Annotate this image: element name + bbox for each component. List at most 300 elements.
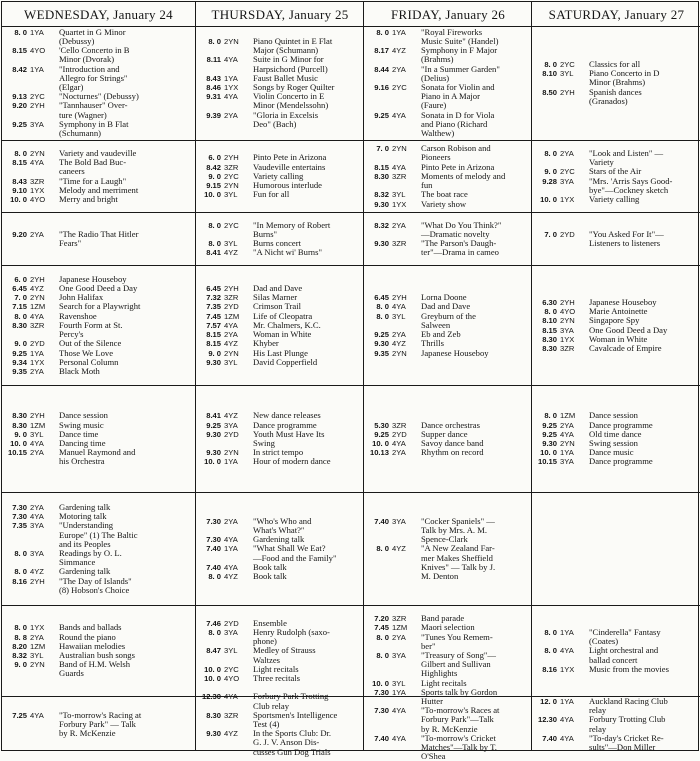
station-code: 4YA (224, 320, 238, 330)
programme-title: "You Asked For It"— Listeners to listeners (589, 228, 664, 248)
station-code: 2YN (560, 439, 575, 448)
programme-time: 8. 0 (376, 311, 389, 321)
station-code: 3ZR (224, 293, 239, 303)
station-code: 3YA (560, 325, 574, 335)
programme-title: "To-morrow's Racing at Forbury Park" — Talk by R. McKenzie (59, 709, 142, 739)
programme-title: One Good Deed a Day (589, 324, 668, 335)
programme-title: Ravenshoe (59, 310, 97, 321)
programme-time: 10.15 (537, 457, 557, 467)
station-code: 2YA (224, 330, 238, 340)
programme-item (535, 734, 698, 752)
station-code: 4YO (224, 674, 240, 683)
programme-time: 8.30 (542, 343, 557, 353)
programme-time: 8.15 (374, 162, 389, 172)
programme-time: 9.25 (12, 348, 27, 358)
programme-item (367, 633, 529, 651)
programme-title: "To-day's Cricket Re- sults"—Don Miller (589, 732, 664, 752)
station-code: 2YC (224, 220, 239, 230)
station-code: 4YA (30, 710, 44, 720)
day-column (2, 2, 195, 750)
programme-time: 6.45 (206, 284, 221, 294)
programme-title: Search for a Playwright (59, 301, 141, 312)
programme-item (199, 674, 361, 683)
programme-title: Old time dance (589, 428, 642, 439)
station-code: 4YA (560, 733, 574, 743)
station-code: 1YA (560, 696, 574, 706)
programme-time: 9.34 (12, 357, 27, 367)
programme-time: 7.30 (374, 687, 389, 697)
programme-title: "Mrs. 'Arris Says Good- bye"—Cockney sketch (589, 175, 673, 195)
programme-title: Dance orchestras (421, 419, 480, 430)
station-code: 2YD (392, 429, 407, 439)
programme-grid (1, 1, 699, 761)
programme-time: 9. 0 (544, 167, 557, 177)
programme-time: 7.35 (12, 521, 27, 531)
programme-time: 8. 0 (208, 220, 221, 230)
programme-item (5, 302, 192, 311)
programme-time: 6.30 (542, 297, 557, 307)
programme-time: 9.16 (374, 83, 389, 92)
station-code: 2YD (560, 229, 575, 239)
station-code: 4YA (560, 715, 574, 725)
day-header: FRIDAY, January 26 (364, 2, 532, 27)
programme-section (196, 691, 364, 757)
programme-time: 8. 0 (544, 627, 557, 637)
programme-title: Stars of the Air (589, 166, 642, 177)
station-code: 1YX (30, 185, 45, 195)
programme-title: Gardening talk (59, 566, 111, 577)
programme-title: One Good Deed a Day (59, 283, 138, 294)
programme-title: Fourth Form at St. Percy's (59, 319, 123, 340)
programme-time: 10. 0 (204, 674, 221, 683)
station-code: 4YZ (224, 339, 238, 349)
programme-time: 10. 0 (204, 457, 221, 467)
station-code: 2YN (392, 348, 407, 358)
programme-title: "Treasury of Song"— Gilbert and Sullivan Highlights (421, 650, 496, 679)
station-code: 3YA (392, 651, 406, 660)
programme-time: 9.30 (542, 439, 557, 448)
programme-time: 8. 0 (544, 307, 557, 317)
programme-time: 8.42 (206, 162, 221, 172)
programme-time: 10.13 (369, 448, 389, 458)
programme-title: "To-morrow's Races at Forbury Park"—Talk by R. McKenzie (421, 705, 500, 734)
programme-time: 8.41 (206, 411, 221, 421)
programme-item (367, 349, 529, 358)
programme-title: Band parade (421, 613, 465, 624)
programme-item (199, 111, 361, 129)
programme-time: 12.30 (537, 715, 557, 725)
programme-time: 10. 0 (540, 194, 557, 204)
programme-time: 12.30 (201, 692, 221, 702)
station-code: 3YA (30, 549, 44, 558)
programme-time: 8.15 (12, 46, 27, 56)
programme-section (364, 686, 532, 761)
station-code: 2YH (30, 411, 45, 421)
programme-time: 7.30 (12, 512, 27, 522)
programme-section (532, 26, 700, 141)
programme-time: 7.40 (374, 516, 389, 526)
programme-time: 8.32 (374, 190, 389, 200)
programme-item (535, 628, 698, 646)
programme-time: 8. 0 (376, 651, 389, 660)
programme-time: 9. 0 (14, 339, 27, 349)
programme-title: Readings by O. L. Simmance (59, 548, 122, 568)
programme-item (199, 248, 361, 257)
station-code: 1YA (224, 544, 238, 554)
station-code: 2YA (30, 366, 44, 376)
programme-title: Japanese Houseboy (59, 273, 127, 284)
programme-item (367, 312, 529, 330)
programme-section (2, 697, 195, 752)
station-code: 3ZR (392, 171, 407, 181)
programme-item (5, 577, 192, 595)
programme-title: Manuel Raymond and his Orchestra (59, 447, 136, 467)
programme-time: 8. 0 (544, 59, 557, 69)
station-code: 2YH (30, 576, 45, 586)
programme-item (535, 697, 698, 715)
programme-title: Eb and Zeb (421, 329, 461, 340)
station-code: 2YH (224, 284, 239, 294)
station-code: 4YA (392, 110, 406, 120)
station-code: 3YA (30, 521, 44, 531)
programme-time: 8. 0 (544, 148, 557, 158)
station-code: 2YH (30, 274, 45, 284)
station-code: 1YX (392, 199, 407, 209)
programme-item (199, 221, 361, 239)
programme-title: Swing music (59, 419, 104, 430)
programme-title: Sonata in D for Viola and Piano (Richard Walthew) (421, 109, 495, 139)
station-code: 4YZ (30, 567, 44, 577)
programme-title: Burns concert (253, 238, 301, 248)
programme-time: 8.11 (206, 55, 221, 65)
programme-item (535, 665, 698, 674)
programme-section (2, 213, 195, 266)
programme-time: 8. 0 (14, 567, 27, 577)
programme-section (2, 386, 195, 493)
station-code: 2YA (560, 420, 574, 430)
programme-title: Dance programme (589, 419, 653, 430)
programme-title: Dance programme (589, 456, 653, 467)
station-code: 3YL (30, 429, 44, 439)
programme-title: Hour of modern dance (253, 456, 331, 467)
station-code: 2YA (392, 632, 406, 642)
programme-item (199, 37, 361, 55)
programme-title: "What Do You Think?" —Dramatic novelty (421, 219, 502, 239)
station-code: 1YA (30, 348, 44, 358)
programme-title: "Royal Fireworks Music Suite" (Handel) (421, 26, 499, 46)
programme-title: Ensemble (253, 617, 287, 628)
programme-title: Book talk (253, 571, 287, 581)
programme-time: 9.28 (542, 176, 557, 186)
programme-item (535, 177, 698, 195)
programme-title: Greyburn of the Salween (421, 310, 476, 330)
station-code: 4YA (224, 55, 238, 65)
programme-time: 9.30 (206, 448, 221, 458)
programme-item (367, 172, 529, 190)
programme-title: "To-morrow's Cricket Matches"—Talk by T. O'Shea (421, 732, 497, 761)
programme-time: 8.15 (206, 339, 221, 349)
programme-title: "The Day of Islands" (8) Hobson's Choice (59, 575, 132, 595)
programme-section (532, 386, 700, 493)
station-code: 1ZM (30, 302, 46, 312)
programme-item (367, 706, 529, 734)
programme-time: 8. 0 (376, 302, 389, 312)
station-code: 3YA (560, 457, 574, 467)
programme-section (532, 697, 700, 752)
station-code: 2YA (392, 64, 406, 74)
day-column (195, 2, 364, 757)
programme-time: 8.30 (542, 334, 557, 344)
programme-time: 8.30 (12, 320, 27, 330)
station-code: 2YA (392, 330, 406, 340)
station-code: 4YO (30, 46, 46, 56)
programme-item (199, 330, 361, 339)
programme-title: Humorous interlude (253, 180, 322, 191)
station-code: 4YA (224, 692, 238, 702)
station-code: 1YA (392, 687, 406, 697)
station-code: 1YA (224, 457, 238, 467)
programme-time: 8.47 (206, 646, 221, 656)
programme-title: "In Memory of Robert Burns" (253, 219, 331, 239)
programme-time: 7.35 (206, 302, 221, 312)
programme-title: Symphony in B Flat (Schumann) (59, 118, 129, 139)
programme-time: 8. 0 (376, 27, 389, 37)
programme-section (364, 26, 532, 141)
station-code: 2YD (30, 339, 45, 349)
station-code: 4YO (30, 194, 46, 204)
programme-item (199, 711, 361, 729)
station-code: 2YC (560, 167, 575, 177)
day-header: WEDNESDAY, January 24 (2, 2, 195, 27)
station-code: 2YA (30, 229, 44, 239)
programme-title: Dance programme (253, 419, 317, 430)
programme-title: Pinto Pete in Arizona (253, 152, 327, 163)
programme-title: Symphony in F Major (Brahms) (421, 45, 498, 65)
programme-title: Black Moth (59, 365, 100, 376)
station-code: 2YA (30, 502, 44, 512)
programme-time: 8. 0 (208, 627, 221, 637)
programme-time: 9.25 (542, 420, 557, 430)
programme-title: Woman in White (253, 329, 312, 340)
station-code: 3YA (30, 119, 44, 129)
programme-title: Gardening talk (253, 534, 305, 545)
programme-time: 6. 0 (208, 153, 221, 163)
programme-time: 9.20 (12, 101, 27, 111)
station-code: 1ZM (30, 420, 46, 430)
station-code: 4YZ (30, 284, 44, 294)
station-code: 3ZR (224, 162, 239, 172)
programme-time: 6.45 (12, 284, 27, 294)
programme-time: 7.40 (542, 733, 557, 743)
station-code: 2YC (30, 92, 45, 102)
station-code: 3ZR (30, 320, 45, 330)
programme-title: "Nocturnes" (Debussy) (59, 91, 139, 102)
station-code: 2YN (30, 660, 45, 670)
programme-title: "Who's Who and What's What?" (253, 515, 312, 535)
station-code: 2YD (224, 302, 239, 312)
programme-time: 8.15 (206, 330, 221, 340)
station-code: 1YA (224, 73, 238, 83)
programme-time: 9.25 (12, 119, 27, 129)
programme-title: Swing session (589, 438, 638, 448)
programme-title: Rhythm on record (421, 447, 484, 458)
station-code: 4YA (392, 439, 406, 448)
programme-time: 7.30 (206, 516, 221, 526)
station-code: 2YN (224, 348, 239, 358)
programme-time: 9.10 (12, 185, 27, 195)
station-code: 2YC (560, 59, 575, 69)
programme-item (5, 549, 192, 567)
programme-time: 9.30 (206, 357, 221, 367)
programme-item (535, 230, 698, 248)
station-code: 1YX (560, 334, 575, 344)
programme-time: 8.30 (206, 710, 221, 720)
programme-title: Medley of Strauss Waltzes (253, 645, 316, 665)
programme-title: Suite in G Minor for Harpsichord (Purcell) (253, 54, 328, 74)
station-code: 2YH (560, 87, 575, 97)
programme-title: "Look and Listen" — Variety (589, 147, 664, 168)
programme-title: Variety and vaudeville (59, 147, 137, 158)
programme-title: Light recitals (421, 677, 467, 688)
programme-time: 8. 0 (544, 646, 557, 656)
programme-item (5, 448, 192, 466)
programme-time: 10. 0 (204, 664, 221, 674)
programme-item (5, 195, 192, 204)
station-code: 2YA (30, 632, 44, 642)
station-code: 3ZR (224, 710, 239, 720)
station-code: 4YA (392, 302, 406, 312)
station-code: 3YL (224, 357, 238, 367)
programme-title: Light orchestral and ballad concert (589, 645, 659, 665)
programme-time: 9. 0 (208, 348, 221, 358)
day-column (363, 2, 532, 761)
programme-title: Round the piano (59, 631, 116, 642)
station-code: 3YL (392, 190, 406, 200)
station-code: 4YZ (392, 339, 406, 349)
day-header: THURSDAY, January 25 (196, 2, 364, 27)
programme-item (199, 572, 361, 581)
programme-section (532, 213, 700, 266)
programme-item (199, 430, 361, 448)
programme-title: Youth Must Have Its Swing (253, 428, 325, 448)
programme-item (5, 28, 192, 46)
programme-item (535, 195, 698, 204)
programme-time: 8.17 (374, 46, 389, 56)
programme-item (199, 628, 361, 646)
programme-item (5, 101, 192, 119)
programme-time: 12. 0 (540, 696, 557, 706)
programme-title: Japanese Houseboy (589, 296, 657, 307)
station-code: 1ZM (224, 311, 240, 321)
programme-title: Dance time (59, 428, 99, 439)
programme-title: "Cocker Spaniels" — Talk by Mrs. A. M. Spence-Clark (421, 515, 495, 545)
programme-time: 10. 0 (372, 439, 389, 448)
programme-title: Khyber (253, 338, 279, 349)
programme-time: 8.32 (12, 651, 27, 660)
programme-title: "A New Zealand Far- mer Makes Sheffield Knives" — Talk by J. M. Denton (421, 543, 496, 581)
programme-time: 7.40 (206, 562, 221, 572)
day-header: SATURDAY, January 27 (532, 2, 700, 27)
programme-section (2, 266, 195, 386)
programme-time: 5.30 (374, 420, 389, 430)
station-code: 4YA (560, 646, 574, 656)
programme-title: "Gloria in Excelsis Deo" (Bach) (253, 109, 319, 129)
station-code: 3ZR (392, 614, 407, 624)
programme-time: 8.44 (374, 64, 389, 74)
station-code: 4YA (392, 706, 406, 716)
programme-title: Marie Antoinette (589, 306, 648, 317)
programme-item (367, 544, 529, 581)
station-code: 3YL (224, 190, 238, 200)
programme-title: Dance session (59, 410, 108, 421)
programme-item (367, 221, 529, 239)
programme-time: 9.30 (206, 729, 221, 739)
station-code: 4YO (560, 307, 576, 317)
programme-title: Violin Concerto in E Minor (Mendelssohn) (253, 91, 329, 111)
programme-title: Light recitals (253, 663, 299, 674)
station-code: 1YA (30, 27, 44, 37)
programme-item (199, 517, 361, 535)
programme-item (199, 692, 361, 710)
programme-title: Sportsmen's Intelligence Test (4) (253, 709, 338, 729)
station-code: 4YZ (392, 544, 406, 554)
programme-time: 7.25 (12, 710, 27, 720)
programme-title: Australian bush songs (59, 650, 135, 660)
programme-item (5, 46, 192, 64)
station-code: 1YX (30, 357, 45, 367)
programme-time: 9.30 (374, 199, 389, 209)
programme-time: 9.31 (206, 92, 221, 102)
programme-time: 7.30 (206, 535, 221, 545)
station-code: 4YZ (224, 248, 238, 258)
programme-item (367, 517, 529, 545)
station-code: 2YN (30, 293, 45, 303)
programme-time: 8. 0 (376, 544, 389, 554)
programme-time: 8.10 (542, 316, 557, 326)
programme-section (364, 386, 532, 493)
station-code: 4YA (392, 162, 406, 172)
programme-time: 8. 0 (208, 239, 221, 248)
programme-title: Fun for all (253, 189, 290, 200)
programme-section (196, 386, 364, 493)
programme-time: 9. 0 (14, 429, 27, 439)
programme-section (364, 213, 532, 266)
programme-time: 9.15 (206, 181, 221, 191)
programme-item (5, 367, 192, 376)
programme-time: 8.16 (542, 664, 557, 674)
programme-time: 8.30 (12, 420, 27, 430)
programme-title: Variety calling (253, 170, 304, 181)
station-code: 2YA (560, 148, 574, 158)
programme-title: Lorna Doone (421, 292, 467, 303)
station-code: 2YA (30, 448, 44, 458)
programme-item (367, 448, 529, 457)
programme-item (367, 200, 529, 209)
station-code: 2YH (224, 153, 239, 163)
programme-title: Faust Ballet Music (253, 72, 318, 83)
station-code: 4YA (560, 429, 574, 439)
programme-title: "Time for a Laugh" (59, 175, 127, 186)
programme-time: 8.30 (374, 171, 389, 181)
station-code: 1YX (560, 664, 575, 674)
programme-section (2, 26, 195, 141)
programme-time: 10. 0 (10, 194, 27, 204)
programme-title: "Introduction and Allegro for Strings" (Elgar) (59, 63, 128, 92)
programme-time: 8. 0 (14, 27, 27, 37)
programme-item (5, 711, 192, 739)
programme-section (196, 606, 364, 697)
station-code: 4YA (392, 733, 406, 743)
